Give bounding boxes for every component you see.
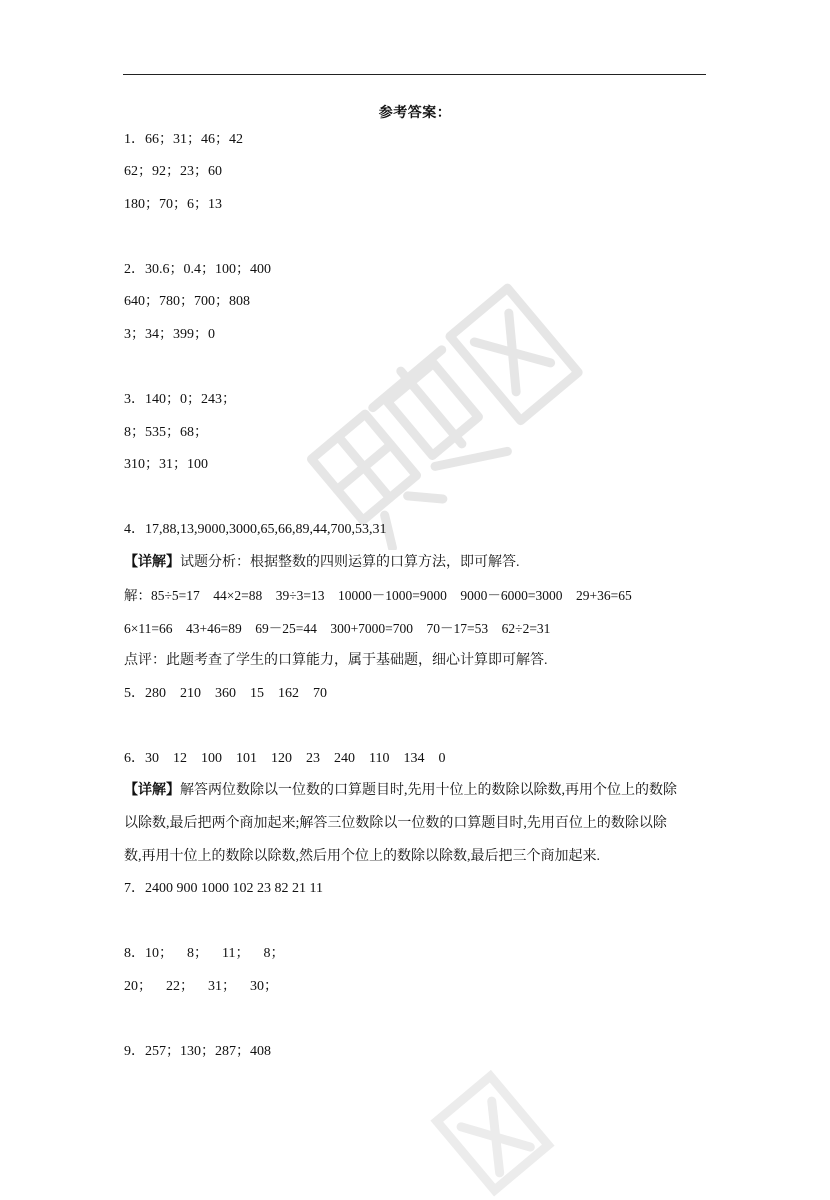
answer-9-line-1: 9．257；130；287；408	[124, 1044, 271, 1059]
detail-tag: 【详解】	[124, 555, 180, 570]
watermark-logo-bottom	[310, 1060, 610, 1200]
answer-3-line-1: 3．140；0；243；	[124, 392, 236, 407]
answer-2-line-2: 640；780；700；808	[124, 294, 250, 309]
answer-6-detail-2: 以除数,最后把两个商加起来;解答三位数除以一位数的口算题目时,先用百位上的数除以除	[124, 816, 667, 831]
answer-1-line-3: 180；70；6；13	[124, 197, 222, 212]
answer-6-detail-3: 数,再用十位上的数除以除数,然后用个位上的数除以除数,最后把三个商加起来.	[124, 849, 600, 864]
answer-8-line-1: 8．10； 8； 11； 8；	[124, 946, 285, 961]
answer-5-line-1: 5．280 210 360 15 162 70	[124, 686, 327, 701]
answer-4-detail	[124, 554, 520, 572]
answer-6-line-1: 6．30 12 100 101 120 23 240 110 134 0	[124, 751, 446, 766]
answer-8-line-2: 20； 22； 31； 30；	[124, 979, 278, 994]
answer-7-line-1: 7．2400 900 1000 102 23 82 21 11	[124, 881, 323, 896]
answer-1-line-1: 1．66；31；46；42	[124, 132, 243, 147]
page-title: 参考答案：	[378, 106, 452, 121]
detail-tag: 【详解】	[124, 783, 180, 798]
header-rule	[123, 74, 706, 75]
answer-1-line-2: 62；92；23；60	[124, 164, 222, 179]
detail-text: 试题分析：根据整数的四则运算的口算方法，即可解答.	[180, 555, 520, 570]
answer-2-line-1: 2．30.6；0.4；100；400	[124, 262, 271, 277]
answer-2-line-3: 3；34；399；0	[124, 327, 215, 342]
watermark-logo	[290, 270, 590, 550]
answer-3-line-3: 310；31；100	[124, 457, 208, 472]
answer-4-line-1: 4．17,88,13,9000,3000,65,66,89,44,700,53,31	[124, 522, 387, 537]
answer-4-solution-1: 解：85÷5=17 44×2=88 39÷3=13 10000－1000=9000 9000－6000=3000 29+36=65	[124, 588, 632, 603]
answer-4-solution-2: 6×11=66 43+46=89 69－25=44 300+7000=700 70－17=53 62÷2=31	[124, 621, 551, 636]
answer-6-detail-1	[124, 782, 677, 800]
answer-3-line-2: 8；535；68；	[124, 425, 208, 440]
detail-text: 解答两位数除以一位数的口算题目时,先用十位上的数除以除数,再用个位上的数除	[180, 783, 677, 798]
answer-4-comment: 点评：此题考查了学生的口算能力，属于基础题，细心计算即可解答.	[124, 653, 548, 668]
